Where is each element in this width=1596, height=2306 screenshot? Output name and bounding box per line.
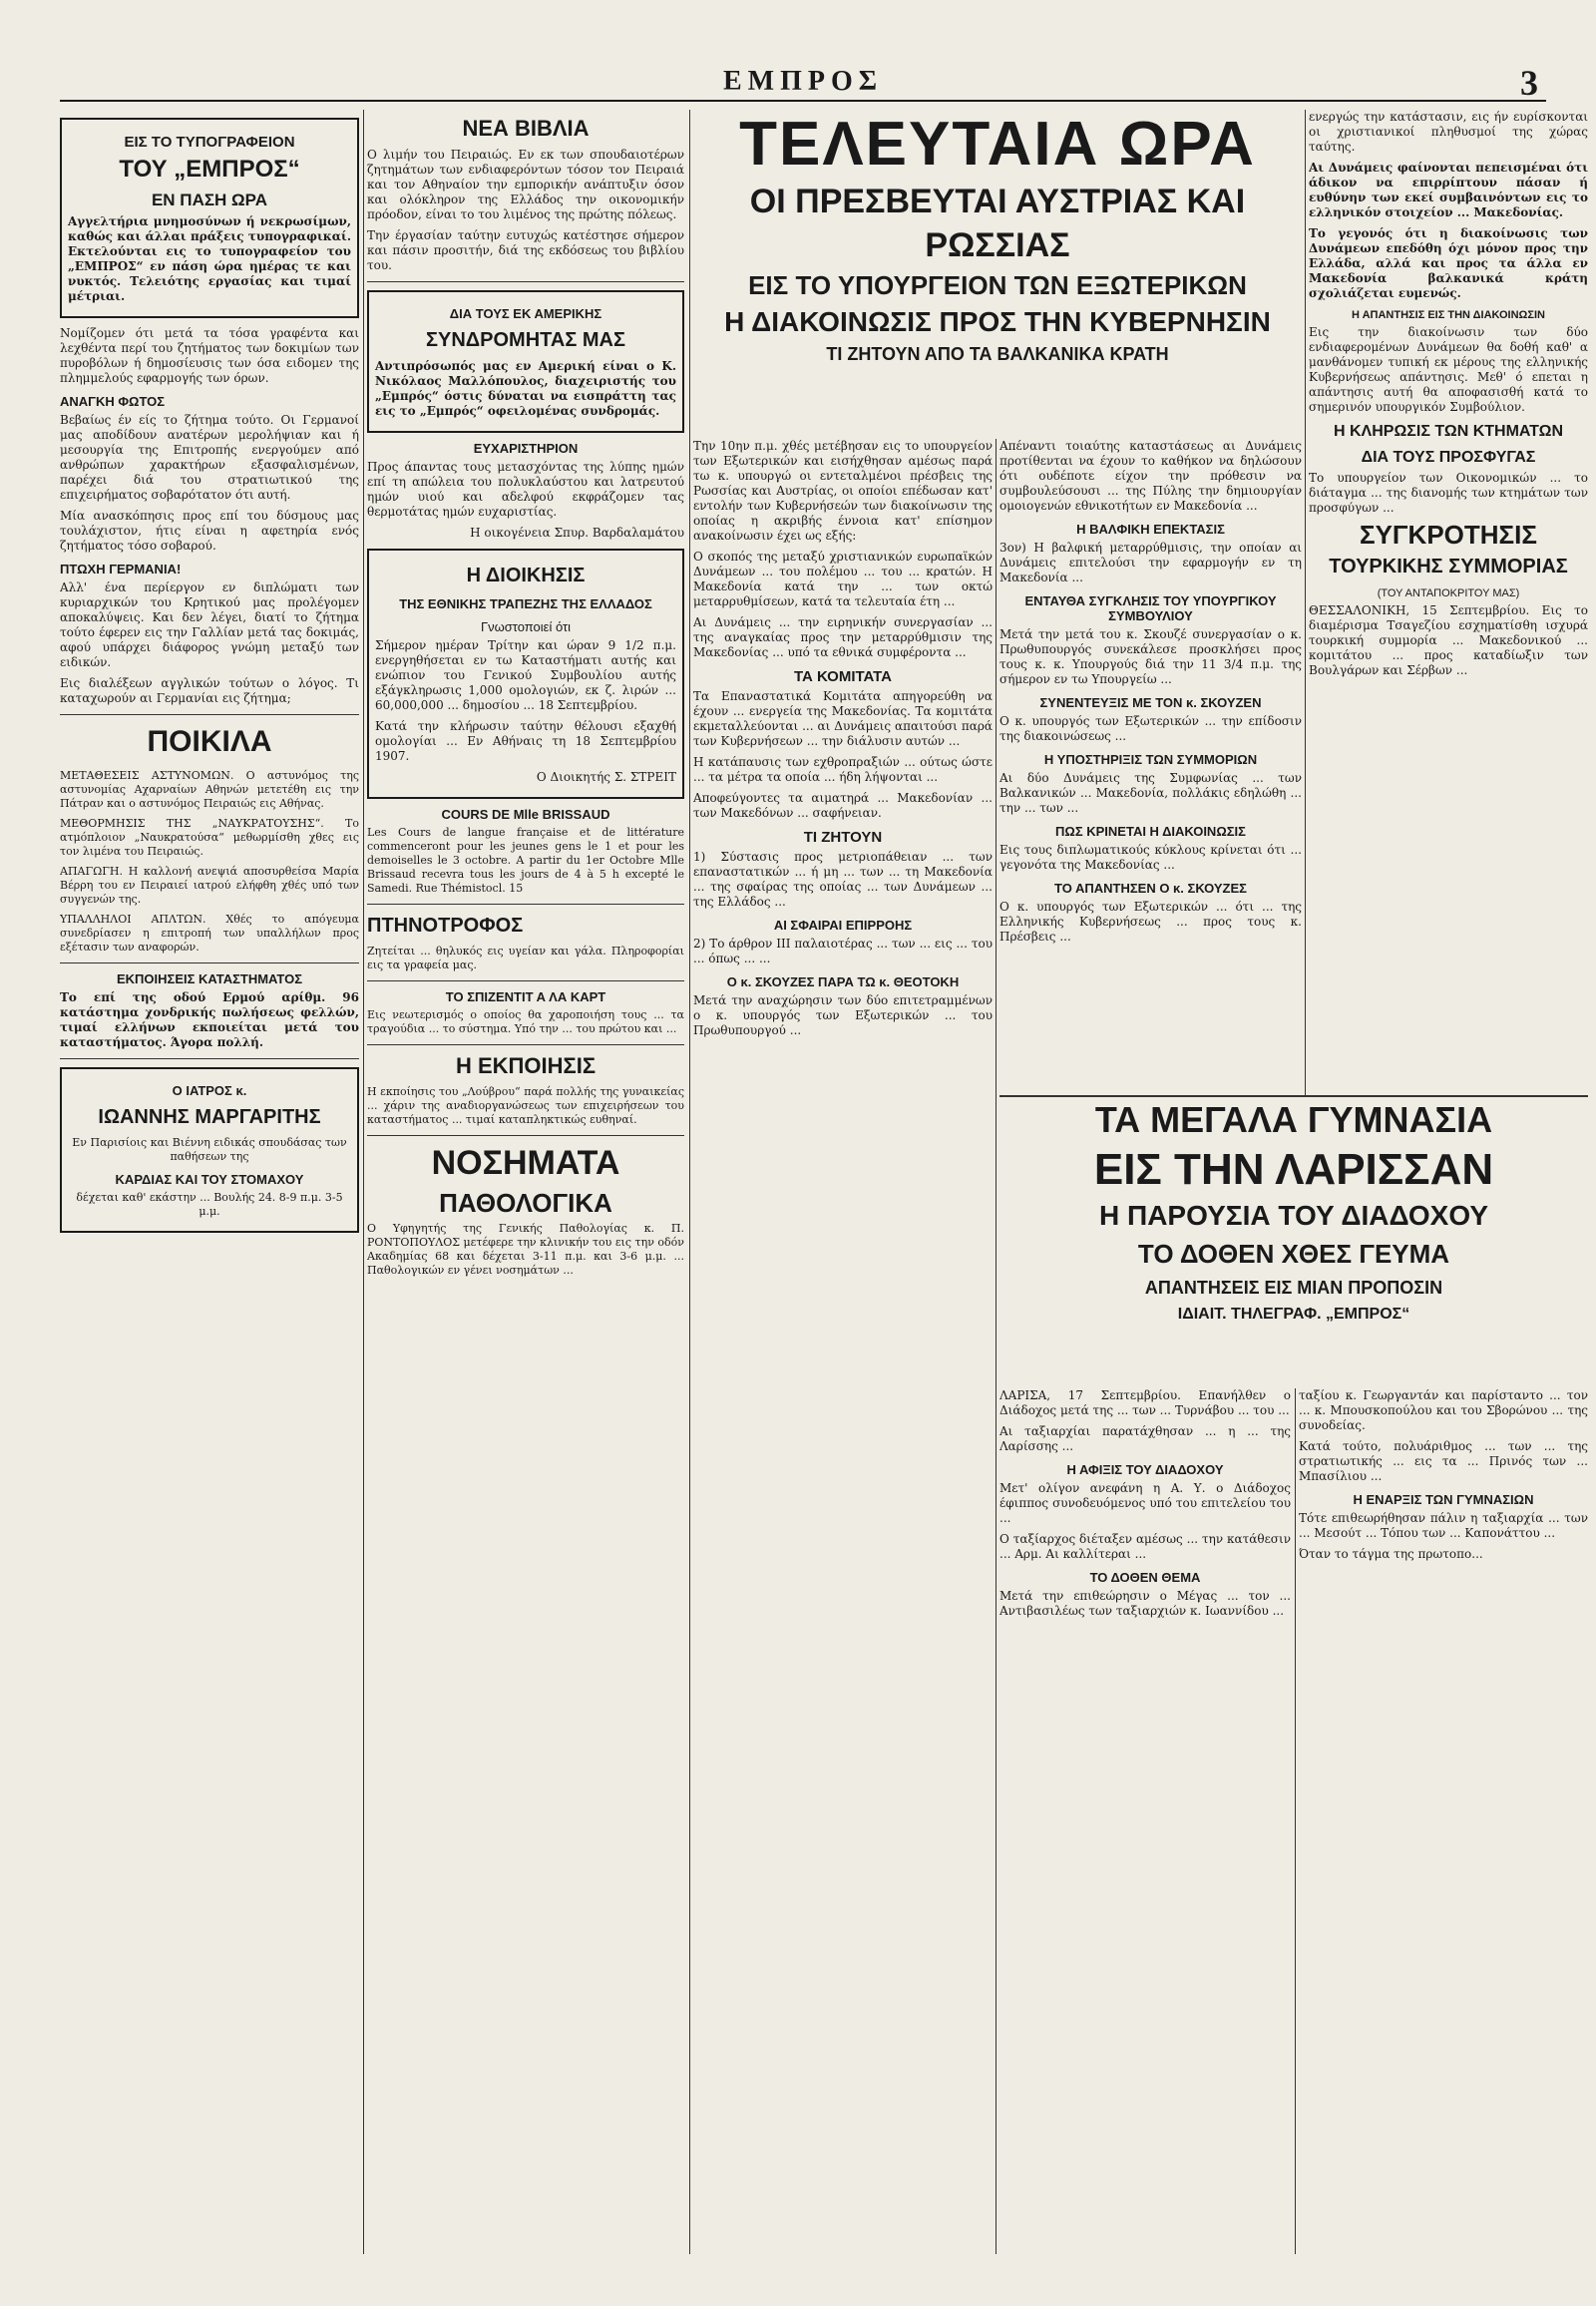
ad-line: Ο ΙΑΤΡΟΣ κ. <box>172 1083 247 1098</box>
article-text: Κατά τούτο, πολυάριθμος ... των ... της στρατιωτικής ... εις τα ... Πρινός των ... Μπασίλιου ... <box>1299 1439 1588 1483</box>
article-text: Αι ταξιαρχίαι παρατάχθησαν ... η ... της Λαρίσσης ... <box>999 1424 1291 1453</box>
column-rule <box>1295 1388 1296 2254</box>
article-text: Εις τους διπλωματικούς κύκλους κρίνεται ότι ... γεγονότα της Μακεδονίας ... <box>999 843 1302 872</box>
larissa-headline-block <box>999 1097 1588 1386</box>
headline-sub: ΤΟ ΔΟΘΕΝ ΧΘΕΣ ΓΕΥΜΑ <box>1137 1239 1450 1269</box>
divider <box>60 962 359 963</box>
headline-sub: ΕΙΣ ΤΟ ΥΠΟΥΡΓΕΙΟΝ ΤΩΝ ΕΞΩΤΕΡΙΚΩΝ <box>748 270 1247 300</box>
article-text: Μία ανασκόπησις προς επί του δύσμους μας τουλάχιστον, ήτις είναι η αφετηρία ενός ζητήματος τόσο σοβαρού. <box>60 509 359 553</box>
article-text: Όταν το τάγμα της πρωτοπο... <box>1299 1547 1483 1561</box>
notice-text: Κατά την κλήρωσιν ταύτην θέλουσι εξαχθή ομολογίαι ... Εν Αθήναις τη 18 Σεπτεμβρίου 1907. <box>375 719 676 763</box>
article-text: Αι δύο Δυνάμεις της Συμφωνίας ... των Βαλκανικών ... Μακεδονία, πολλάκις εδηλώθη ... την ... των ... <box>999 771 1302 815</box>
article-text: Αι Δυνάμεις φαίνονται πεπεισμέναι ότι άδικον να επιρρίπτουν πάσαν ή ευθύνην των εκεί συμβαινόντων εις το ελληνικόν στοιχείον ... Μακεδονίας. <box>1309 161 1588 219</box>
ad-text: Ζητείται ... θηλυκός εις υγείαν και γάλα. Πληροφορίαι εις τα γραφεία μας. <box>367 945 684 971</box>
ad-heading: ΝΟΣΗΜΑΤΑ <box>431 1144 620 1182</box>
article-text: 1) Σύστασις προς μετριοπάθειαν ... των επαναστατικών ... ή μη ... των ... τη Μακεδονία ... της σφαίρας της οποίας ... των Δυνάμεων ... της Ελλάδος ... <box>693 850 993 909</box>
ad-name: ΙΩΑΝΝΗΣ ΜΑΡΓΑΡΙΤΗΣ <box>98 1106 321 1128</box>
headline-sub: ΤΙ ΖΗΤΟΥΝ ΑΠΟ ΤΑ ΒΑΛΚΑΝΙΚΑ ΚΡΑΤΗ <box>826 344 1169 364</box>
ad-heading: ΤΟΥ „ΕΜΠΡΟΣ“ <box>119 156 300 183</box>
notice-text: Προς άπαντας τους μετασχόντας της λύπης ημών επί τη απώλεια του πολυκλαύστου και λατρευτού ημών υιού και αδελφού εκφράζομεν τας θερμοτάτας ημών ευχαριστίας. <box>367 460 684 519</box>
column-2 <box>367 110 684 2254</box>
article-text: ΘΕΣΣΑΛΟΝΙΚΗ, 15 Σεπτεμβρίου. Εις το διαμέρισμα Τσαγεζίου εσχηματίσθη ισχυρά τουρκική συμμορία ... Μακεδονικού ... κομιτάτου ... προς καταδίωξιν των Βουλγάρων και Σέρβων ... <box>1309 603 1588 677</box>
doctor-ad <box>60 1067 359 1233</box>
article-text: Νομίζομεν ότι μετά τα τόσα γραφέντα και λεχθέντα περί του ζητήματος των δοκιμίων των πυροβόλων ή δημοσίευσις των όσα ειδομεν της πλημμελούς εφαρμογής των όρων. <box>60 326 359 385</box>
article-text: Τα Επαναστατικά Κομιτάτα απηγορεύθη να έχουν ... ενεργεία της Μακεδονίας. Τα κομιτάτα εκμεταλλεύονται ... αι Δυνάμεις απαιτούσι παρά των Κυβερνήσεων ... την διάλυσιν αυτών ... <box>693 689 993 748</box>
notice-heading: ΕΥΧΑΡΙΣΤΗΡΙΟΝ <box>473 441 579 456</box>
article-text: ταξίου κ. Γεωργαντάν και παρίσταντο ... τον ... κ. Μπουσκοπούλου και του Σβορώνου ... της συνοδείας. <box>1299 1388 1588 1432</box>
page-number: 3 <box>1520 63 1538 103</box>
headline-sub: Η ΠΑΡΟΥΣΙΑ ΤΟΥ ΔΙΑΔΟΧΟΥ <box>1098 1200 1489 1231</box>
article-text: Μετά την μετά του κ. Σκουζέ συνεργασίαν ο κ. Πρωθυπουργός συνεκάλεσε προσκλήσει προς τους κ. κ. Υπουργούς διά την 11 3/4 π.μ. της σήμερον εν τω Υπουργείω ... <box>999 627 1302 686</box>
ad-heading: ΔΙΑ ΤΟΥΣ ΕΚ ΑΜΕΡΙΚΗΣ <box>449 306 602 321</box>
divider <box>367 980 684 981</box>
headline-main: ΤΕΛΕΥΤΑΙΑ ΩΡΑ <box>739 110 1256 179</box>
article-text: Μετά την αναχώρησιν των δύο επιτετραμμένων ο κ. υπουργός των Εξωτερικών ... του Πρωθυπουργού ... <box>693 993 993 1037</box>
article-text: Το γεγονός ότι η διακοίνωσις των Δυνάμεων επεδόθη όχι μόνον προς την Ελλάδα, αλλά και προς τα άλλα εν Μακεδονία βαλκανικά κράτη σχολιάζεται ευμενώς. <box>1309 226 1588 300</box>
notice-subheading: Γνωστοποιεί ότι <box>480 619 572 634</box>
headline-sub: ΑΠΑΝΤΗΣΕΙΣ ΕΙΣ ΜΙΑΝ ΠΡΟΠΟΣΙΝ <box>1144 1278 1443 1298</box>
section-title: ΠΟΙΚΙΛΑ <box>147 725 272 758</box>
ad-heading: ΠΑΘΟΛΟΓΙΚΑ <box>439 1188 612 1218</box>
article-text: Την έργασίαν ταύτην ευτυχώς κατέστησε σήμερον και πάσιν προσιτήν, διά της εκδόσεως του βιβλίου του. <box>367 228 684 272</box>
divider <box>367 281 684 282</box>
article-subheading: Η ΕΝΑΡΞΙΣ ΤΩΝ ΓΥΜΝΑΣΙΩΝ <box>1353 1492 1534 1507</box>
article-subheading: ΤΟ ΔΟΘΕΝ ΘΕΜΑ <box>1089 1570 1201 1585</box>
divider <box>60 714 359 715</box>
masthead <box>60 60 1546 102</box>
headline-main: ΤΑ ΜΕΓΑΛΑ ΓΥΜΝΑΣΙΑ <box>1094 1099 1493 1140</box>
newspaper-title: ΕΜΠΡΟΣ <box>722 66 884 97</box>
article-text: Τότε επιθεωρήθησαν πάλιν η ταξιαρχία ... των ... Μεσούτ ... Τόπου των ... Καπονάττου ... <box>1299 1511 1588 1540</box>
column-6 <box>999 1388 1291 2254</box>
article-text: Η κατάπαυσις των εχθροπραξιών ... ούτως ώστε ... τα μέτρα τα οποία ... ήδη λήψονται ... <box>693 755 993 784</box>
ad-text: Les Cours de langue française et de littérature commenceront pour les jeunes gens le 1 et pour les demoiselles le 3 octobre. A partir du 1er Octobre Mlle Brissaud recevra tous les jours de 4 à 5 h excepté le Samedi. Rue Thémistocl. 15 <box>367 826 684 895</box>
column-5 <box>1309 110 1588 1097</box>
article-heading: ΤΟΥΡΚΙΚΗΣ ΣΥΜΜΟΡΙΑΣ <box>1329 556 1568 577</box>
article-text: Ο σκοπός της μεταξύ χριστιανικών ευρωπαϊκών Δυνάμεων ... του πολέμου ... του ... κρατών. Η Μακεδονία κατά την ... των οκτώ μεταρρυθμίσεων, κατά τα τελευταία έτη ... <box>693 550 993 608</box>
article-text: Το υπουργείον των Οικονομικών ... το διάταγμα ... της διανομής των κτημάτων των προσφύγων ... <box>1309 471 1588 515</box>
article-text: Μετ' ολίγον ανεφάνη η Α. Υ. ο Διάδοχος έφιππος συνοδευόμενος υπό του επιτελείου του ... <box>999 1481 1291 1525</box>
column-rule <box>1305 110 1306 1097</box>
ad-heading: ΣΥΝΔΡΟΜΗΤΑΣ ΜΑΣ <box>426 329 625 351</box>
ad-heading: COURS DE Mlle BRISSAUD <box>441 807 610 822</box>
divider <box>60 1058 359 1059</box>
section-title: ΝΕΑ ΒΙΒΛΙΑ <box>462 116 590 141</box>
ad-line: δέχεται καθ' εκάστην ... Βουλής 24. 8-9 π.μ. 3-5 μ.μ. <box>76 1191 343 1218</box>
notice-signature: Η οικογένεια Σπυρ. Βαρδαλαμάτου <box>470 526 684 540</box>
article-text: Αποφεύγοντες τα αιματηρά ... Μακεδονίαν ... των Μακεδόνων ... σαφήνειαν. <box>693 791 993 820</box>
ad-heading: ΕΚΠΟΙΗΣΕΙΣ ΚΑΤΑΣΤΗΜΑΤΟΣ <box>116 971 302 986</box>
divider <box>367 1044 684 1045</box>
article-subheading: ΤΙ ΖΗΤΟΥΝ <box>803 829 883 846</box>
news-item: ΥΠΑΛΛΗΛΟΙ ΑΠΛΤΩΝ. Χθές το απόγευμα συνεδρίασεν η επιτροπή των υπαλλήλων προς εξέτασιν των αναφορών. <box>60 913 359 954</box>
article-text: Εις διαλέξεων αγγλικών τούτων ο λόγος. Τι καταχωρούν αι Γερμανίαι εις ζήτημα; <box>60 676 359 705</box>
article-subheading: ΑΝΑΓΚΗ ΦΩΤΟΣ <box>60 394 166 409</box>
ad-heading: ΤΟ ΣΠΙΖΕΝΤΙΤ Α ΛΑ ΚΑΡΤ <box>445 989 606 1004</box>
article-subheading: ΕΝΤΑΥΘΑ ΣΥΓΚΛΗΣΙΣ ΤΟΥ ΥΠΟΥΡΓΙΚΟΥ ΣΥΜΒΟΥΛΙΟΥ <box>1024 593 1277 623</box>
article-subheading: Η ΑΠΑΝΤΗΣΙΣ ΕΙΣ ΤΗΝ ΔΙΑΚΟΙΝΩΣΙΝ <box>1352 309 1545 321</box>
column-rule <box>689 110 690 2254</box>
print-shop-ad <box>60 118 359 318</box>
headline-sub: Η ΔΙΑΚΟΙΝΩΣΙΣ ΠΡΟΣ ΤΗΝ ΚΥΒΕΡΝΗΣΙΝ <box>724 306 1271 337</box>
article-subheading: Η ΚΛΗΡΩΣΙΣ ΤΩΝ ΚΤΗΜΑΤΩΝ <box>1334 423 1563 440</box>
article-text: Ο λιμήν του Πειραιώς. Εν εκ των σπουδαιοτέρων ζητημάτων των ενδιαφερόντων τόσον τον Πειραιά και τον Αθηναίον την εμπορικήν ανάπτυξιν όσον και ολόκληρον της Ελλάδος την οικονομικήν πρόοδον, είναι το του λιμένος της πρώτης πόλεως. <box>367 148 684 221</box>
divider <box>367 904 684 905</box>
ad-line: ΚΑΡΔΙΑΣ ΚΑΙ ΤΟΥ ΣΤΟΜΑΧΟΥ <box>115 1172 304 1187</box>
article-text: Την 10ην π.μ. χθές μετέβησαν εις το υπουργείον των Εξωτερικών και εισήχθησαν αμέσως παρά τω κ. υπουργώ οι εντεταλμένοι πρέσβεις της Ρωσσίας και Αυστρίας, οι οποίοι επέδωσαν κατ' εντολήν των Κυβερνήσεών των διακοίνωσιν της οποίας η ακριβής έννοια κατ' επίσημον ανακοίνωσιν έχει ως εξής: <box>693 439 993 543</box>
main-headline-block <box>693 110 1302 439</box>
column-4 <box>999 439 1302 1097</box>
column-3 <box>693 439 993 2254</box>
ad-text: Ο Υφηγητής της Γενικής Παθολογίας κ. Π. ΡΟΝΤΟΠΟΥΛΟΣ μετέφερε την κλινικήν του εις την οδόν Ακαδημίας 68 και δέχεται 3-11 π.μ. και 3-6 μ.μ. ... Παθολογικών εν γένει νοσημάτων ... <box>367 1222 684 1277</box>
ad-line: Εν Παρισίοις και Βιέννη ειδικάς σπουδάσας των παθήσεων της <box>72 1136 347 1163</box>
article-text: 2) Το άρθρον ΙΙΙ παλαιοτέρας ... των ... εις ... του ... όπως ... ... <box>693 937 993 965</box>
article-subheading: ΔΙΑ ΤΟΥΣ ΠΡΟΣΦΥΓΑΣ <box>1361 449 1536 466</box>
column-rule <box>363 110 364 2254</box>
article-text: Αι Δυνάμεις ... την ειρηνικήν συνεργασίαν ... της αναγκαίας προς την μεταρρύθμισιν της Μακεδονίας ... υπό τα εθνικά συμφέροντα ... <box>693 615 993 659</box>
ad-text: Αντιπρόσωπός μας εν Αμερική είναι ο Κ. Νικόλαος Μαλλόπουλος, διαχειριστής του „Εμπρός“ όστις δύναται να εισπράττη τας εις το „Εμπρός“ οφειλομένας συνδρομάς. <box>375 359 676 418</box>
article-subheading: ΣΥΝΕΝΤΕΥΞΙΣ ΜΕ ΤΟΝ κ. ΣΚΟΥΖΕΝ <box>1039 695 1262 710</box>
ad-heading: ΕΙΣ ΤΟ ΤΥΠΟΓΡΑΦΕΙΟΝ <box>124 134 295 151</box>
article-subheading: ΤΑ ΚΟΜΙΤΑΤΑ <box>793 668 893 685</box>
bank-notice <box>367 549 684 799</box>
article-text: Βεβαίως έν είς το ζήτημα τούτο. Οι Γερμανοί μας αποδίδουν ανατέρων μερολήψιαν και ή μεσουργία της Επιτροπής ενεργούμεν από ανθρώπων χαρακτήρων εξασφαλισμένων, παρέχει διά του στρατιωτικού της επιχειρήματος σοβαρότατον ότι αυτή. <box>60 413 359 502</box>
ad-text: Η εκποίησις του „Λούβρου“ παρά πολλής της γυναικείας ... χάριν της αναδιοργανώσεως των επιχειρήσεων του καταστήματος ... τιμαί καταπληκτικώς ευθηναί. <box>367 1085 684 1126</box>
article-subheading: Η ΒΑΛΦΙΚΗ ΕΠΕΚΤΑΣΙΣ <box>1076 522 1225 537</box>
column-7 <box>1299 1388 1588 2254</box>
article-text: Αλλ' ένα περίεργον εν διπλώματι των κυριαρχικών του Κρητικού μας προλέγομεν αποκαλύψεις. Και δεν λέγει, διατί το ζήτημα τούτο έφερεν εις την Γαλλίαν μετά τας δοκιμάς, αφού υπάρχει διάφορος γνώμη μεταξύ των ειδικών. <box>60 580 359 669</box>
article-text: Ο κ. υπουργός των Εξωτερικών ... την επίδοσιν της διακοινώσεως ... <box>999 714 1302 743</box>
article-text: Ο κ. υπουργός των Εξωτερικών ... ότι ... της Ελληνικής Κυβερνήσεως ... προς τους κ. Πρέσβεις ... <box>999 900 1302 944</box>
notice-heading: ΤΗΣ ΕΘΝΙΚΗΣ ΤΡΑΠΕΖΗΣ ΤΗΣ ΕΛΛΑΔΟΣ <box>399 596 652 611</box>
article-text: Ο ταξίαρχος διέταξεν αμέσως ... την κατάθεσιν ... Αρμ. Αι καλλίτεραι ... <box>999 1532 1291 1561</box>
article-subheading: (ΤΟΥ ΑΝΤΑΠΟΚΡΙΤΟΥ ΜΑΣ) <box>1377 587 1520 599</box>
ad-text: Εις νεωτερισμός ο οποίος θα χαροποιήση τους ... τα τραγούδια ... το σύστημα. Υπό την ... του πρώτου και ... <box>367 1008 684 1035</box>
article-subheading: ΑΙ ΣΦΑΙΡΑΙ ΕΠΙΡΡΟΗΣ <box>773 918 913 933</box>
article-subheading: Ο κ. ΣΚΟΥΖΕΣ ΠΑΡΑ ΤΩ κ. ΘΕΟΤΟΚΗ <box>726 974 960 989</box>
divider <box>367 1135 684 1136</box>
article-text: Μετά την επιθεώρησιν ο Μέγας ... τον ... Αντιβασιλέως των ταξιαρχιών κ. Ιωαννίδου ... <box>999 1589 1291 1618</box>
article-subheading: ΠΤΩΧΗ ΓΕΡΜΑΝΙΑ! <box>60 562 182 576</box>
news-item: ΑΠΑΓΩΓΗ. Η καλλονή ανεψιά αποσυρθείσα Μαρία Βέρρη του εν Πειραιεί ιατρού ελήφθη χθές υπό των συγγενών της. <box>60 865 359 906</box>
subscribers-ad <box>367 290 684 433</box>
article-text: ενεργώς την κατάστασιν, εις ήν ευρίσκονται οι χριστιανικοί πληθυσμοί της χώρας ταύτης. <box>1309 110 1588 154</box>
column-1 <box>60 110 359 2254</box>
notice-text: Σήμερον ημέραν Τρίτην και ώραν 9 1/2 π.μ. ενεργηθήσεται εν τω Καταστήματι αυτής και ενώπιον του Γενικού Συμβουλίου αυτής εξάγκληρωσις 1,000 ομολογιών, εκ ζ. λιρών ... 60,000,000 ... δημοσίου ... 18 Σεπτεμβρίου. <box>375 638 676 712</box>
article-subheading: Η ΥΠΟΣΤΗΡΙΞΙΣ ΤΩΝ ΣΥΜΜΟΡΙΩΝ <box>1043 752 1258 767</box>
article-subheading: Η ΑΦΙΞΙΣ ΤΟΥ ΔΙΑΔΟΧΟΥ <box>1066 1462 1224 1477</box>
ad-text: Το επί της οδού Ερμού αρίθμ. 96 κατάστημα χονδρικής πωλήσεως φελλών, τιμαί ελλήνων εκποιείται μετά του καταστήματος. Άγορα πολλή. <box>60 990 359 1049</box>
article-text: Απέναντι τοιαύτης καταστάσεως αι Δυνάμεις προτίθενται να έχουν το καθήκον να δηλώσουν ότι ουδέποτε είχον την πρόθεσιν να συμβουλεύσουσι ... της Πύλης την δημιουργίαν ομοιογενών εθνικοτήτων εν Μακεδονία ... <box>999 439 1302 513</box>
article-text: 3ον) Η βαλφική μεταρρύθμισις, την οποίαν αι Δυνάμεις επιτελούσι την εφαρμογήν εν τη Μακεδονία ... <box>999 541 1302 584</box>
headline-main: ΕΙΣ ΤΗΝ ΛΑΡΙΣΣΑΝ <box>1093 1145 1494 1194</box>
article-subheading: ΤΟ ΑΠΑΝΤΗΣΕΝ Ο κ. ΣΚΟΥΖΕΣ <box>1054 881 1247 896</box>
ad-heading: ΠΤΗΝΟΤΡΟΦΟΣ <box>367 915 524 937</box>
column-rule <box>996 439 997 2254</box>
notice-signature: Ο Διοικητής Σ. ΣΤΡΕΙΤ <box>536 770 676 784</box>
headline-sub: ΙΔΙΑΙΤ. ΤΗΛΕΓΡΑΦ. „ΕΜΠΡΟΣ“ <box>1177 1306 1410 1323</box>
ad-subheading: ΕΝ ΠΑΣΗ ΩΡΑ <box>151 191 268 209</box>
article-subheading: ΠΩΣ ΚΡΙΝΕΤΑΙ Η ΔΙΑΚΟΙΝΩΣΙΣ <box>1055 824 1246 839</box>
article-heading: ΣΥΓΚΡΟΤΗΣΙΣ <box>1359 520 1537 550</box>
ad-heading: Η ΕΚΠΟΙΗΣΙΣ <box>455 1053 597 1078</box>
notice-heading: Η ΔΙΟΙΚΗΣΙΣ <box>466 565 586 586</box>
article-text: ΛΑΡΙΣΑ, 17 Σεπτεμβρίου. Επανήλθεν ο Διάδοχος μετά της ... των ... Τυρνάβου ... του ... <box>999 1388 1291 1417</box>
news-item: ΜΕΘΟΡΜΗΣΙΣ ΤΗΣ „ΝΑΥΚΡΑΤΟΥΣΗΣ“. Το ατμόπλοιον „Ναυκρατούσα“ μεθωρμίσθη χθες εις τον λιμένα του Πειραιώς. <box>60 817 359 858</box>
ad-text: Αγγελτήρια μνημοσύνων ή νεκρωσίμων, καθώς και άλλαι πράξεις τυπογραφικαί. Εκτελούνται εις το τυπογραφείον του „ΕΜΠΡΟΣ“ εν πάση ώρα ημέρας τε και νυκτός. Τελειότης εργασίας και τιμαί μέτριαι. <box>68 214 351 303</box>
news-item: ΜΕΤΑΘΕΣΕΙΣ ΑΣΤΥΝΟΜΩΝ. Ο αστυνόμος της αστυνομίας Αχαρναίων Αθηνών μετετέθη εις την Πάτραν και ο αστυνόμος Πειραιώς εις Αθήνας. <box>60 769 359 810</box>
headline-sub: ΟΙ ΠΡΕΣΒΕΥΤΑΙ ΑΥΣΤΡΙΑΣ ΚΑΙ ΡΩΣΣΙΑΣ <box>749 183 1246 264</box>
article-text: Εις την διακοίνωσιν των δύο ενδιαφερομένων Δυνάμεων θα δοθή καθ' α μανθάνομεν τυπική εκ μέρους της ελληνικής Κυβερνήσεως απάντησις. Μεθ' ό επεται η απάντησις αυτή θα αποφασισθή κατά το σημερινόν υπουργικόν Συμβούλιον. <box>1309 325 1588 414</box>
